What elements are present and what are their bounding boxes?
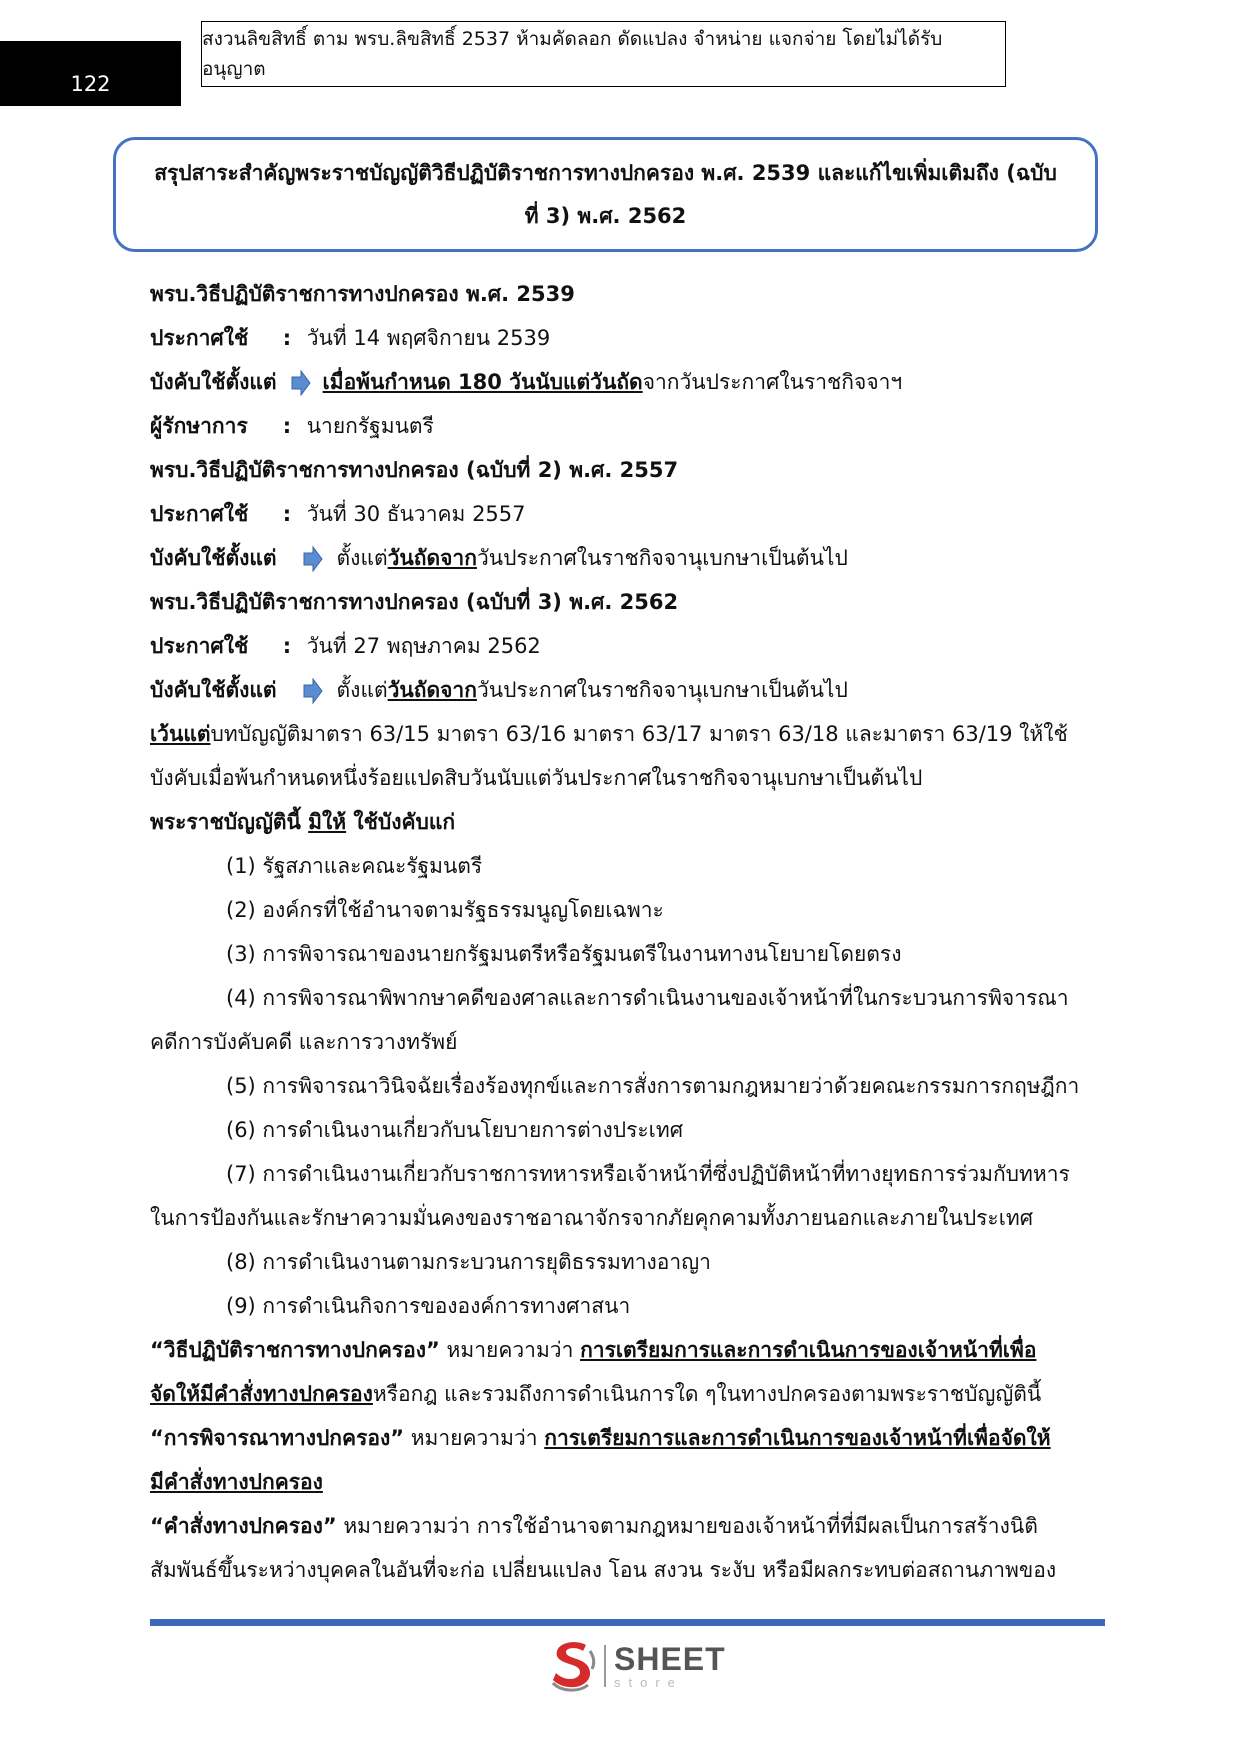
list-item: (2) องค์กรที่ใช้อำนาจตามรัฐธรรมนูญโดยเฉพาะ xyxy=(226,898,664,922)
not-apply-heading xyxy=(150,800,1060,844)
announce-value: วันที่ 14 พฤศจิกายน 2539 xyxy=(306,326,551,350)
act1-heading: พรบ.วิธีปฏิบัติราชการทางปกครอง พ.ศ. 2539 xyxy=(150,282,575,306)
definition-underlined: การเตรียมการและการดำเนินการของเจ้าหน้าที่เพื่อจัดให้ xyxy=(544,1426,1051,1450)
logo-brand: SHEET xyxy=(614,1641,726,1677)
announce-label: ประกาศใช้ xyxy=(150,634,249,658)
announce-label: ประกาศใช้ xyxy=(150,326,249,350)
definition-text: หมายความว่า การใช้อำนาจตามกฎหมายของเจ้าหน้าที่ที่มีผลเป็นการสร้างนิติ xyxy=(343,1514,1038,1538)
list-item: (7) การดำเนินงานเกี่ยวกับราชการทหารหรือเจ้าหน้าที่ซึ่งปฏิบัติหน้าที่ทางยุทธการร่วมกับทหาร xyxy=(226,1162,1070,1186)
list-item: (8) การดำเนินงานตามกระบวนการยุติธรรมทางอาญา xyxy=(226,1250,711,1274)
definition-underlined: จัดให้มีคำสั่งทางปกครอง xyxy=(150,1382,373,1406)
act3-exception-line-2: บังคับเมื่อพ้นกำหนดหนึ่งร้อยแปดสิบวันนับแต่วันประกาศในราชกิจจานุเบกษาเป็นต้นไป xyxy=(150,766,923,790)
sheet-store-logo xyxy=(548,1638,748,1694)
announce-value: วันที่ 30 ธันวาคม 2557 xyxy=(306,502,526,526)
title-box xyxy=(113,137,1098,252)
effective-label: บังคับใช้ตั้งแต่ xyxy=(150,370,277,394)
definition-2-line-2 xyxy=(150,1460,1060,1504)
sheet-store-logo-icon xyxy=(548,1639,598,1693)
effective-underlined: วันถัดจาก xyxy=(387,546,477,570)
arrow-right-icon xyxy=(303,678,323,704)
definition-3-line-1 xyxy=(150,1504,1060,1548)
not-apply-post: ใช้บังคับแก่ xyxy=(353,810,456,834)
definition-underlined: มีคำสั่งทางปกครอง xyxy=(150,1470,323,1494)
title-line-1: สรุปสาระสำคัญพระราชบัญญัติวิธีปฏิบัติราชการทางปกครอง พ.ศ. 2539 และแก้ไขเพิ่มเติมถึง (ฉบับ xyxy=(154,160,1057,185)
list-item: (5) การพิจารณาวินิจฉัยเรื่องร้องทุกข์และการสั่งการตามกฎหมายว่าด้วยคณะกรรมการกฤษฎีกา xyxy=(226,1074,1080,1098)
colon: : xyxy=(282,326,292,350)
keeper-value: นายกรัฐมนตรี xyxy=(306,414,434,438)
definition-2-line-1 xyxy=(150,1416,1060,1460)
copyright-notice: สงวนลิขสิทธิ์ ตาม พรบ.ลิขสิทธิ์ 2537 ห้ามคัดลอก ดัดแปลง จำหน่าย แจกจ่าย โดยไม่ได้รับอนุญาต xyxy=(201,21,1006,87)
act2-heading: พรบ.วิธีปฏิบัติราชการทางปกครอง (ฉบับที่ 2) พ.ศ. 2557 xyxy=(150,458,679,482)
keeper-label: ผู้รักษาการ xyxy=(150,414,248,438)
effective-label: บังคับใช้ตั้งแต่ xyxy=(150,678,277,702)
arrow-right-icon xyxy=(303,546,323,572)
list-item: (6) การดำเนินงานเกี่ยวกับนโยบายการต่างประเทศ xyxy=(226,1118,684,1142)
effective-pre: ตั้งแต่ xyxy=(336,546,388,570)
effective-pre: ตั้งแต่ xyxy=(336,678,388,702)
exception-text: บทบัญญัติมาตรา 63/15 มาตรา 63/16 มาตรา 63/17 มาตรา 63/18 และมาตรา 63/19 ให้ใช้ xyxy=(210,722,1068,746)
act3-heading: พรบ.วิธีปฏิบัติราชการทางปกครอง (ฉบับที่ 3) พ.ศ. 2562 xyxy=(150,590,679,614)
definition-term: “คำสั่งทางปกครอง” xyxy=(150,1514,337,1538)
act3-announce-row xyxy=(150,624,1060,668)
definition-1-line-1 xyxy=(150,1328,1060,1372)
list-item-continuation: ในการป้องกันและรักษาความมั่นคงของราชอาณาจักรจากภัยคุกคามทั้งภายนอกและภายในประเทศ xyxy=(150,1206,1034,1230)
footer-divider xyxy=(150,1619,1105,1626)
effective-value-rest: จากวันประกาศในราชกิจจาฯ xyxy=(642,370,903,394)
announce-label: ประกาศใช้ xyxy=(150,502,249,526)
effective-underlined: วันถัดจาก xyxy=(387,678,477,702)
list-item: (1) รัฐสภาและคณะรัฐมนตรี xyxy=(226,854,483,878)
definition-rest: หรือกฎ และรวมถึงการดำเนินการใด ๆในทางปกครองตามพระราชบัญญัตินี้ xyxy=(372,1382,1042,1406)
colon: : xyxy=(282,634,292,658)
act3-exception-line-1 xyxy=(150,712,1068,756)
logo-separator xyxy=(604,1645,606,1687)
definition-means: หมายความว่า xyxy=(410,1426,538,1450)
list-item: (3) การพิจารณาของนายกรัฐมนตรีหรือรัฐมนตรีในงานทางนโยบายโดยตรง xyxy=(226,942,902,966)
list-item-continuation: คดีการบังคับคดี และการวางทรัพย์ xyxy=(150,1030,458,1054)
page-number: 122 xyxy=(0,41,181,106)
announce-value: วันที่ 27 พฤษภาคม 2562 xyxy=(306,634,541,658)
act1-keeper-row xyxy=(150,404,1060,448)
act2-effective-row xyxy=(150,536,1060,580)
logo-text xyxy=(614,1643,726,1689)
document-body xyxy=(150,272,1080,1592)
effective-label: บังคับใช้ตั้งแต่ xyxy=(150,546,277,570)
definition-term: “การพิจารณาทางปกครอง” xyxy=(150,1426,405,1450)
act3-effective-row xyxy=(150,668,1060,712)
definition-means: หมายความว่า xyxy=(446,1338,574,1362)
act2-announce-row xyxy=(150,492,1060,536)
act1-effective-row xyxy=(150,360,1060,404)
not-apply-underlined: มิให้ xyxy=(308,810,347,834)
definition-3-line-2: สัมพันธ์ขึ้นระหว่างบุคคลในอันที่จะก่อ เปลี่ยนแปลง โอน สงวน ระงับ หรือมีผลกระทบต่อสถานภาพของ xyxy=(150,1558,1057,1582)
not-apply-pre: พระราชบัญญัตินี้ xyxy=(150,810,301,834)
colon: : xyxy=(282,414,292,438)
list-item: (9) การดำเนินกิจการขององค์การทางศาสนา xyxy=(226,1294,631,1318)
definition-term: “วิธีปฏิบัติราชการทางปกครอง” xyxy=(150,1338,440,1362)
arrow-right-icon xyxy=(291,370,311,396)
effective-rest: วันประกาศในราชกิจจานุเบกษาเป็นต้นไป xyxy=(476,678,848,702)
definition-1-line-2 xyxy=(150,1372,1060,1416)
list-item: (4) การพิจารณาพิพากษาคดีของศาลและการดำเนินงานของเจ้าหน้าที่ในกระบวนการพิจารณา xyxy=(226,986,1069,1010)
exception-label: เว้นแต่ xyxy=(150,722,211,746)
logo-sub: store xyxy=(614,1675,683,1690)
effective-rest: วันประกาศในราชกิจจานุเบกษาเป็นต้นไป xyxy=(476,546,848,570)
definition-underlined: การเตรียมการและการดำเนินการของเจ้าหน้าที่เพื่อ xyxy=(580,1338,1037,1362)
title-line-2: ที่ 3) พ.ศ. 2562 xyxy=(524,203,687,228)
effective-value-underlined: เมื่อพ้นกำหนด 180 วันนับแต่วันถัด xyxy=(322,370,643,394)
colon: : xyxy=(282,502,292,526)
act1-announce-row xyxy=(150,316,1060,360)
